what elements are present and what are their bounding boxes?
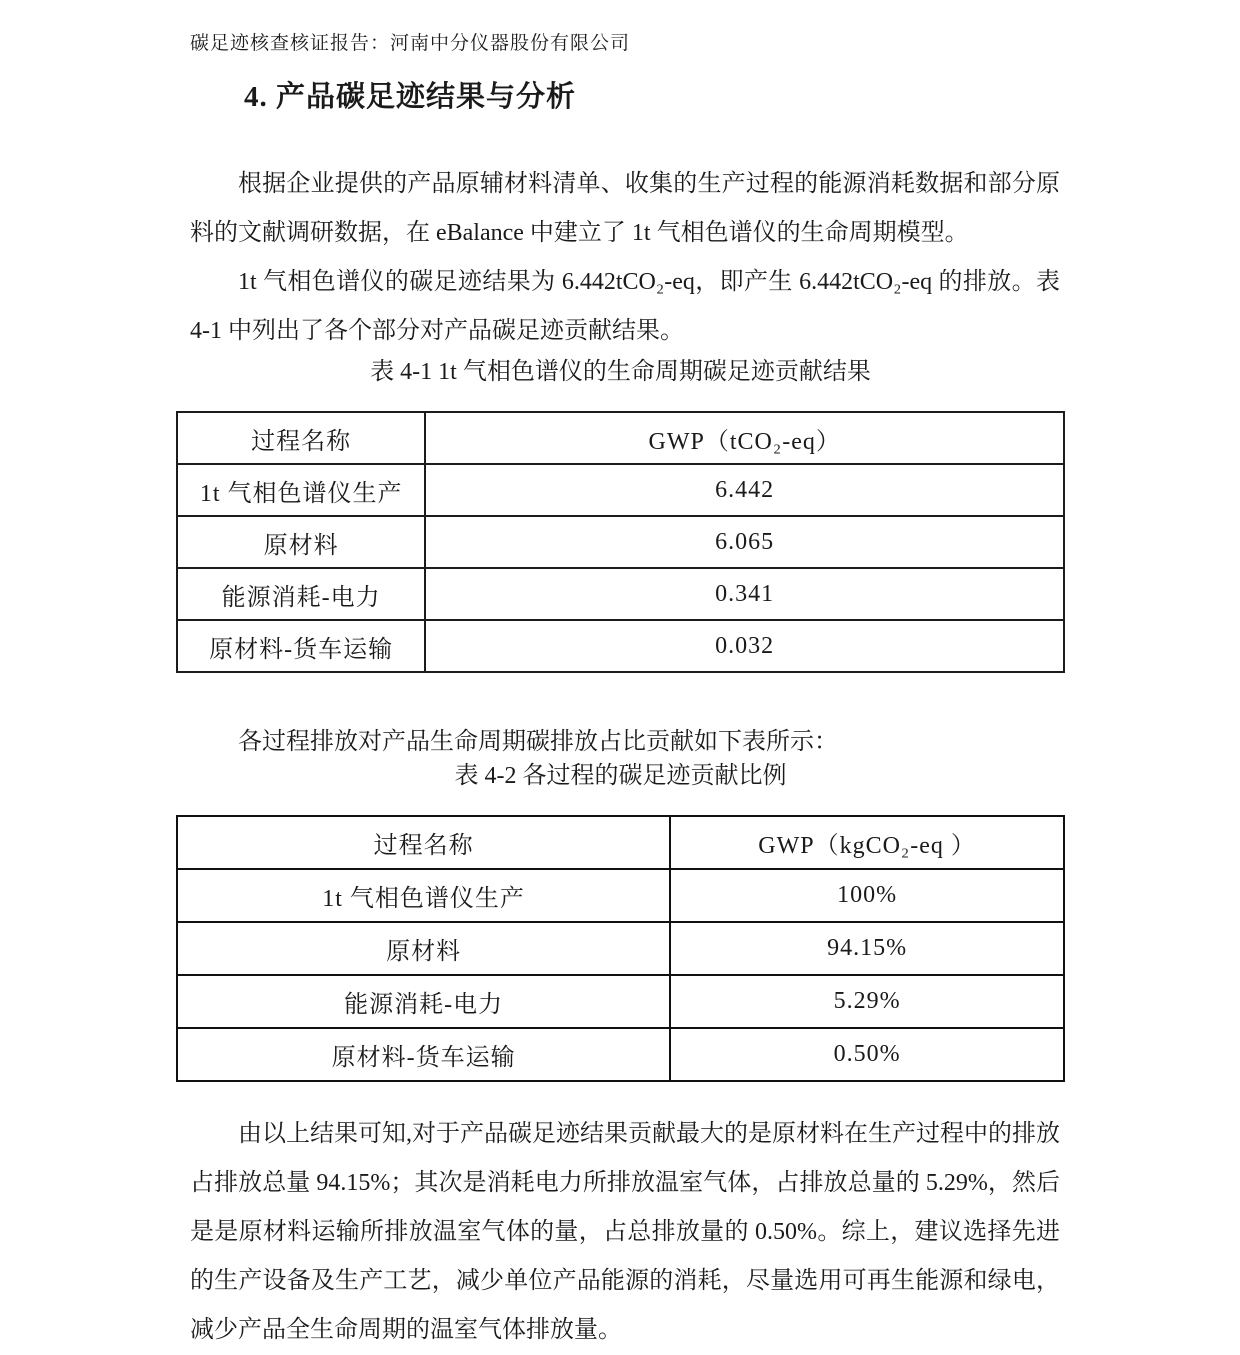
paragraph-result: 1t 气相色谱仪的碳足迹结果为 6.442tCO₂-eq，即产生 6.442tCO₂-eq 的排放。表 4-1 中列出了各个部分对产品碳足迹贡献结果。 xyxy=(190,269,1060,344)
table-cell-process: 能源消耗-电力 xyxy=(177,975,670,1028)
table-row xyxy=(177,620,1064,672)
table-cell-process: 原材料 xyxy=(177,516,425,568)
table-row xyxy=(177,869,1064,922)
table-cell-value: 0.50% xyxy=(670,1028,1064,1081)
table-header-cell-gwp: GWP（kgCO₂-eq ） xyxy=(670,816,1064,869)
table-4-1-caption: 表 4-1 1t 气相色谱仪的生命周期碳足迹贡献结果 xyxy=(370,359,871,385)
table-4-2-caption: 表 4-2 各过程的碳足迹贡献比例 xyxy=(454,763,787,789)
paragraph-ratio-intro: 各过程排放对产品生命周期碳排放占比贡献如下表所示： xyxy=(238,729,838,755)
table-cell-value: 6.065 xyxy=(425,516,1064,568)
table-cell-process: 能源消耗-电力 xyxy=(177,568,425,620)
table-cell-process: 原材料-货车运输 xyxy=(177,1028,670,1081)
table-header-cell-gwp: GWP（tCO₂-eq） xyxy=(425,412,1064,464)
paragraph-intro: 根据企业提供的产品原辅材料清单、收集的生产过程的能源消耗数据和部分原料的文献调研数据，在 eBalance 中建立了 1t 气相色谱仪的生命周期模型。 xyxy=(190,171,1060,246)
paragraph-conclusion: 由以上结果可知,对于产品碳足迹结果贡献最大的是原材料在生产过程中的排放占排放总量 94.15%；其次是消耗电力所排放温室气体，占排放总量的 5.29%，然后是是原材料运输所排放温室气体的量，占总排放量的 0.50%。综上，建议选择先进的生产设备及生产工艺，减少单位产品能源的消耗，尽量选用可再生能源和绿电，减少产品全生命周期的温室气体排放量。 xyxy=(190,1121,1060,1343)
table-cell-value: 0.341 xyxy=(425,568,1064,620)
section-title: 4. 产品碳足迹结果与分析 xyxy=(244,81,577,113)
table-row xyxy=(177,1028,1064,1081)
table-header-cell-process: 过程名称 xyxy=(177,816,670,869)
report-header: 碳足迹核查核证报告：河南中分仪器股份有限公司 xyxy=(190,33,631,54)
table-cell-value: 0.032 xyxy=(425,620,1064,672)
table-cell-process: 原材料-货车运输 xyxy=(177,620,425,672)
table-cell-process: 1t 气相色谱仪生产 xyxy=(177,869,670,922)
table-header-cell-process: 过程名称 xyxy=(177,412,425,464)
table-cell-value: 94.15% xyxy=(670,922,1064,975)
table-cell-process: 1t 气相色谱仪生产 xyxy=(177,464,425,516)
table-header-row xyxy=(177,816,1064,869)
table-row xyxy=(177,516,1064,568)
table-cell-value: 5.29% xyxy=(670,975,1064,1028)
table-4-2 xyxy=(176,815,1065,1082)
table-cell-value: 6.442 xyxy=(425,464,1064,516)
table-row xyxy=(177,464,1064,516)
table-row xyxy=(177,568,1064,620)
table-header-row xyxy=(177,412,1064,464)
table-4-1 xyxy=(176,411,1065,673)
table-cell-process: 原材料 xyxy=(177,922,670,975)
table-row xyxy=(177,922,1064,975)
table-row xyxy=(177,975,1064,1028)
table-cell-value: 100% xyxy=(670,869,1064,922)
